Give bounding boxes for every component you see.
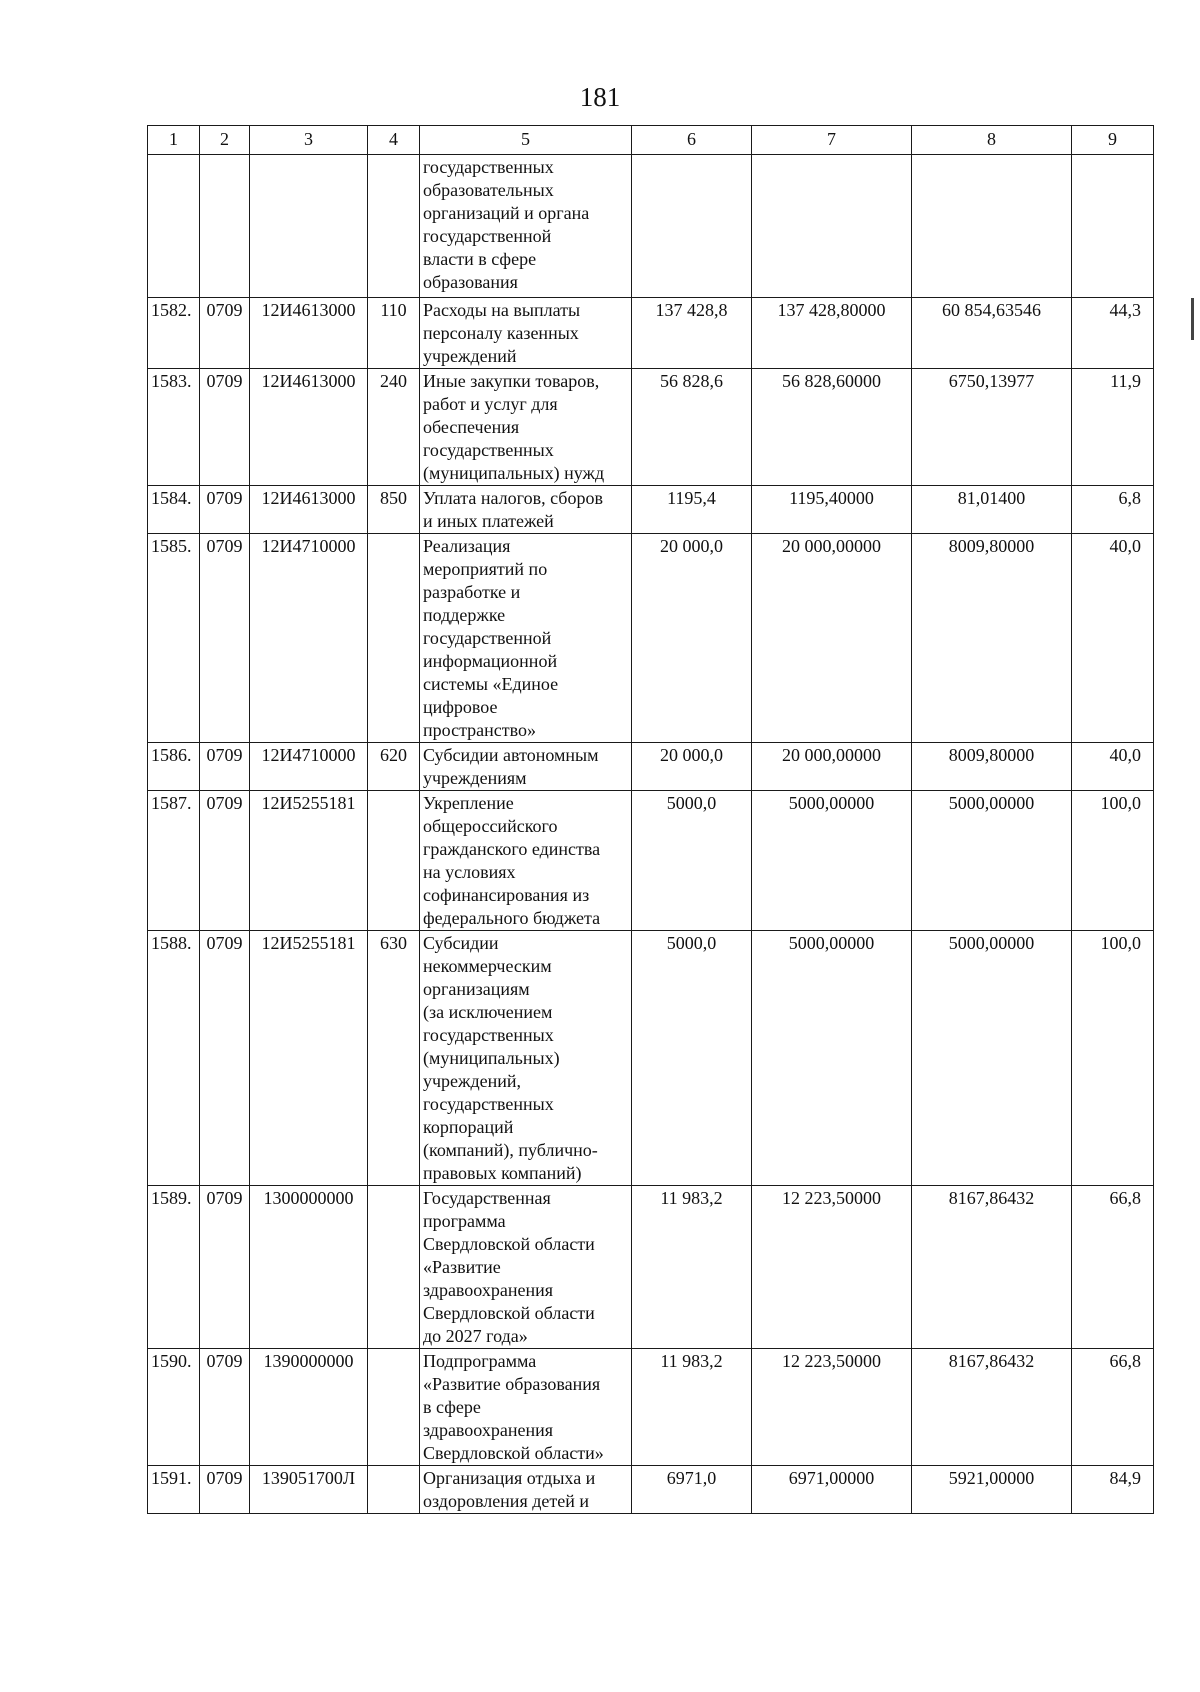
empty-cell (752, 155, 912, 298)
continuation-row (148, 155, 1154, 298)
value-col9: 66,8 (1072, 1186, 1154, 1349)
item-name: Иные закупки товаров, работ и услуг для обеспечения государственных (муниципальных) нужд (420, 369, 632, 486)
value-col6: 5000,0 (632, 791, 752, 931)
value-col6: 20 000,0 (632, 534, 752, 743)
table-row (148, 1186, 1154, 1349)
target-code: 1390000000 (250, 1349, 368, 1466)
section-code: 0709 (200, 298, 250, 369)
table-row (148, 743, 1154, 791)
expense-type-code: 240 (368, 369, 420, 486)
value-col8: 60 854,63546 (912, 298, 1072, 369)
header-cell: 5 (420, 126, 632, 155)
header-cell: 1 (148, 126, 200, 155)
value-col7: 1195,40000 (752, 486, 912, 534)
item-name: Субсидии автономным учреждениям (420, 743, 632, 791)
value-col7: 137 428,80000 (752, 298, 912, 369)
value-col6: 56 828,6 (632, 369, 752, 486)
header-cell: 8 (912, 126, 1072, 155)
section-code: 0709 (200, 1349, 250, 1466)
section-code: 0709 (200, 743, 250, 791)
table-row (148, 1466, 1154, 1514)
empty-cell (250, 155, 368, 298)
row-number: 1589. (148, 1186, 200, 1349)
value-col6: 5000,0 (632, 931, 752, 1186)
value-col7: 20 000,00000 (752, 743, 912, 791)
value-col6: 137 428,8 (632, 298, 752, 369)
value-col9: 84,9 (1072, 1466, 1154, 1514)
value-col9: 100,0 (1072, 931, 1154, 1186)
item-name: Укрепление общероссийского гражданского единства на условиях софинансирования из федерального бюджета (420, 791, 632, 931)
item-name: Реализация мероприятий по разработке и поддержке государственной информационной системы «Единое цифровое пространство» (420, 534, 632, 743)
value-col6: 20 000,0 (632, 743, 752, 791)
expense-type-code: 110 (368, 298, 420, 369)
page-number: 181 (579, 82, 621, 112)
value-col8: 8009,80000 (912, 743, 1072, 791)
empty-cell (632, 155, 752, 298)
row-number: 1585. (148, 534, 200, 743)
table-row (148, 791, 1154, 931)
scan-edge-mark (1191, 298, 1194, 340)
empty-cell (912, 155, 1072, 298)
target-code: 12И4613000 (250, 369, 368, 486)
table-row (148, 931, 1154, 1186)
target-code: 12И4710000 (250, 534, 368, 743)
value-col7: 5000,00000 (752, 791, 912, 931)
value-col7: 56 828,60000 (752, 369, 912, 486)
value-col6: 6971,0 (632, 1466, 752, 1514)
value-col9: 100,0 (1072, 791, 1154, 931)
row-number: 1591. (148, 1466, 200, 1514)
value-col7: 20 000,00000 (752, 534, 912, 743)
value-col6: 1195,4 (632, 486, 752, 534)
value-col7: 6971,00000 (752, 1466, 912, 1514)
continuation-text: государственных образовательных организаций и органа государственной власти в сфере образования (420, 155, 632, 298)
value-col9: 66,8 (1072, 1349, 1154, 1466)
target-code: 12И5255181 (250, 791, 368, 931)
section-code: 0709 (200, 931, 250, 1186)
value-col7: 12 223,50000 (752, 1186, 912, 1349)
value-col9: 40,0 (1072, 534, 1154, 743)
value-col8: 5000,00000 (912, 791, 1072, 931)
target-code: 12И4710000 (250, 743, 368, 791)
table-row (148, 369, 1154, 486)
expense-type-code (368, 1186, 420, 1349)
table-body (148, 155, 1154, 1514)
expense-type-code: 850 (368, 486, 420, 534)
value-col8: 5000,00000 (912, 931, 1072, 1186)
target-code: 12И5255181 (250, 931, 368, 1186)
section-code: 0709 (200, 1186, 250, 1349)
expense-type-code: 620 (368, 743, 420, 791)
budget-table (147, 125, 1154, 1514)
header-cell: 7 (752, 126, 912, 155)
value-col7: 5000,00000 (752, 931, 912, 1186)
row-number: 1583. (148, 369, 200, 486)
row-number: 1587. (148, 791, 200, 931)
expense-type-code (368, 791, 420, 931)
item-name: Уплата налогов, сборов и иных платежей (420, 486, 632, 534)
value-col9: 40,0 (1072, 743, 1154, 791)
target-code: 12И4613000 (250, 486, 368, 534)
table-row (148, 1349, 1154, 1466)
header-cell: 3 (250, 126, 368, 155)
empty-cell (148, 155, 200, 298)
value-col9: 44,3 (1072, 298, 1154, 369)
expense-type-code: 630 (368, 931, 420, 1186)
empty-cell (1072, 155, 1154, 298)
value-col6: 11 983,2 (632, 1349, 752, 1466)
header-cell: 4 (368, 126, 420, 155)
section-code: 0709 (200, 1466, 250, 1514)
value-col6: 11 983,2 (632, 1186, 752, 1349)
header-cell: 9 (1072, 126, 1154, 155)
table-header (148, 126, 1154, 155)
header-row (148, 126, 1154, 155)
expense-type-code (368, 534, 420, 743)
header-cell: 6 (632, 126, 752, 155)
value-col9: 6,8 (1072, 486, 1154, 534)
row-number: 1588. (148, 931, 200, 1186)
expense-type-code (368, 1349, 420, 1466)
header-cell: 2 (200, 126, 250, 155)
section-code: 0709 (200, 369, 250, 486)
section-code: 0709 (200, 534, 250, 743)
target-code: 139051700Л (250, 1466, 368, 1514)
value-col9: 11,9 (1072, 369, 1154, 486)
empty-cell (200, 155, 250, 298)
section-code: 0709 (200, 791, 250, 931)
row-number: 1584. (148, 486, 200, 534)
item-name: Субсидии некоммерческим организациям (за исключением государственных (муниципальных) учреждений, государственных корпораций (компаний), публично- правовых компаний) (420, 931, 632, 1186)
value-col8: 8167,86432 (912, 1349, 1072, 1466)
item-name: Подпрограмма «Развитие образования в сфере здравоохранения Свердловской области» (420, 1349, 632, 1466)
item-name: Организация отдыха и оздоровления детей и (420, 1466, 632, 1514)
empty-cell (368, 155, 420, 298)
table-row (148, 298, 1154, 369)
section-code: 0709 (200, 486, 250, 534)
table-row (148, 534, 1154, 743)
row-number: 1582. (148, 298, 200, 369)
value-col8: 8009,80000 (912, 534, 1072, 743)
expense-type-code (368, 1466, 420, 1514)
table-row (148, 486, 1154, 534)
value-col8: 5921,00000 (912, 1466, 1072, 1514)
target-code: 1300000000 (250, 1186, 368, 1349)
item-name: Государственная программа Свердловской области «Развитие здравоохранения Свердловской области до 2027 года» (420, 1186, 632, 1349)
value-col8: 81,01400 (912, 486, 1072, 534)
row-number: 1590. (148, 1349, 200, 1466)
value-col7: 12 223,50000 (752, 1349, 912, 1466)
value-col8: 8167,86432 (912, 1186, 1072, 1349)
item-name: Расходы на выплаты персоналу казенных учреждений (420, 298, 632, 369)
value-col8: 6750,13977 (912, 369, 1072, 486)
row-number: 1586. (148, 743, 200, 791)
target-code: 12И4613000 (250, 298, 368, 369)
